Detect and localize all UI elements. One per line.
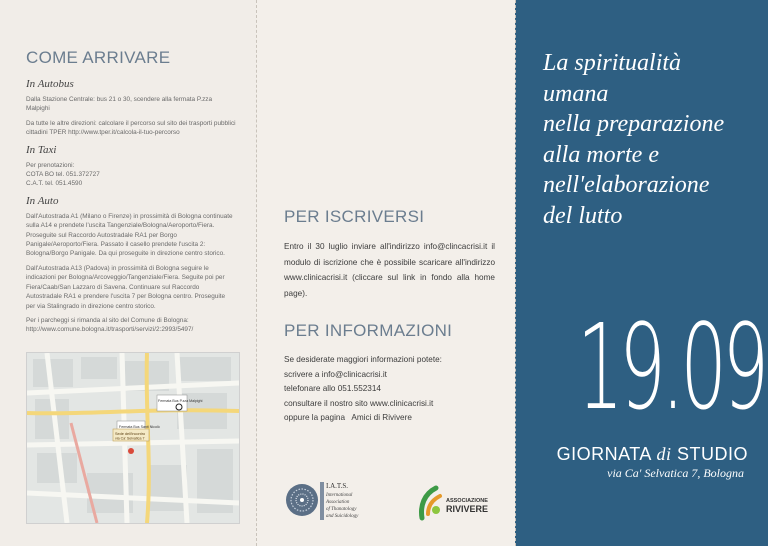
- map-label-venue: Sede dell'incontro: [115, 432, 146, 436]
- iats-title: I.A.T.S.: [326, 482, 349, 490]
- info-section: [284, 321, 495, 426]
- iats-sub-2: Association: [326, 500, 350, 505]
- iats-sub-3: of Thanatology: [326, 507, 357, 512]
- info-line-5: oppure la pagina Amici di Rivivere: [284, 413, 412, 423]
- title-line-2: umana: [543, 80, 609, 107]
- info-line-3: telefonare allo 051.552314: [284, 384, 381, 394]
- bus-text-1: Dalla Stazione Centrale: bus 21 o 30, scendere alla fermata P.zza Malpighi: [26, 96, 213, 113]
- taxi-line-3: C.A.T. tel. 051.4590: [26, 180, 83, 188]
- bus-text-2: Da tutte le altre direzioni: calcolare il percorso sul sito dei trasporti pubblici cittadini TPER http://www.tper.it/calcola-il-tuo-percorso: [26, 119, 236, 137]
- car-text-2: Dall'Autostrada A13 (Padova) in prossimità di Bologna seguire le indicazioni per Bologna/Arcoveggio/Tangenziale/Fiera. Seguite poi per Fiera/Caab/San Lazzaro di Savena. Continuare sul Raccordo Autostradale RA1 e prendere l'uscita 7 per Bologna centro. Proseguite per via Stalingrado in direzione centro storico.: [26, 264, 226, 310]
- registration-panel: [256, 0, 515, 546]
- title-line-4: alla morte e: [543, 141, 659, 168]
- fold-line-1: [256, 0, 257, 546]
- car-heading: In Auto: [26, 194, 59, 207]
- info-heading: PER INFORMAZIONI: [284, 321, 453, 341]
- location-map: [26, 352, 240, 524]
- iats-logo: [286, 482, 359, 520]
- info-line-2: scrivere a info@clinicacrisi.it: [284, 369, 387, 379]
- event-type-part-1: GIORNATA: [556, 444, 651, 464]
- event-type-part-2: di: [656, 444, 672, 464]
- register-text: Entro il 30 luglio inviare all'indirizzo info@clincacrisi.it il modulo di iscrizione che è possibile scaricare all'indirizzo www.clinicacrisi.it (cliccare sul link in fondo alla home page).: [284, 242, 495, 298]
- iats-sub-1: International: [326, 493, 353, 498]
- register-heading: PER ISCRIVERSI: [284, 207, 425, 226]
- rivivere-line-2: RIVIVERE: [446, 504, 489, 514]
- fold-line-2: [515, 0, 516, 546]
- taxi-line-1: Per prenotazioni:: [26, 161, 75, 169]
- event-address: via Ca' Selvatica 7, Bologna: [607, 466, 744, 480]
- rivivere-line-1: ASSOCIAZIONE: [446, 498, 488, 504]
- event-type: [557, 444, 748, 465]
- cover-panel: [515, 0, 768, 546]
- event-type-part-3: STUDIO: [676, 444, 748, 464]
- map-label-stop1: Fermata Bus Santi Nicolò: [119, 425, 160, 429]
- title-line-6: del lutto: [543, 202, 623, 229]
- how-to-arrive-heading: COME ARRIVARE: [26, 48, 171, 67]
- map-label-stop2: Fermata Bus P.zza Malpighi: [158, 399, 203, 403]
- info-line-4: consultare il nostro sito www.clinicacrisi.it: [284, 398, 434, 408]
- title-line-3: nella preparazione: [543, 111, 725, 137]
- iats-sub-4: and Suicidology: [326, 514, 359, 519]
- bus-heading: In Autobus: [26, 78, 74, 90]
- taxi-line-2: COTA BO tel. 051.372727: [26, 171, 100, 179]
- rivivere-logo: [422, 488, 489, 518]
- info-line-1: Se desiderate maggiori informazioni potete:: [284, 355, 442, 365]
- taxi-heading: In Taxi: [26, 143, 57, 156]
- cover-title: [543, 48, 763, 231]
- title-line-1: La spiritualità: [543, 50, 682, 76]
- event-date: 19.09: [577, 298, 765, 436]
- car-text-3: Per i parcheggi si rimanda al sito del Comune di Bologna: http://www.comune.bologna.it/trasporti/servizi/2:2993/5497/: [26, 316, 194, 334]
- map-label-venue-address: via Ca' Selvatica 7: [115, 436, 145, 441]
- logos: [284, 476, 494, 526]
- logos-graphic: [284, 476, 494, 526]
- car-text-1: Dall'Autostrada A1 (Milano o Firenze) in prossimità di Bologna continuate sulla A14 e prendete l'uscita Tangenziale/Bologna/Aeroporto/Fiera. Proseguite sul Raccordo Autostradale RA1 per Borgo Panigale/Aeroporto/Fiera. Passato il casello prendete l'uscita 2: Bologna/Borgo Panigale. Da qui proseguite in direzione centro storico.: [26, 212, 233, 258]
- title-line-5: nell'elaborazione: [543, 172, 710, 198]
- map-graphic: [27, 353, 239, 523]
